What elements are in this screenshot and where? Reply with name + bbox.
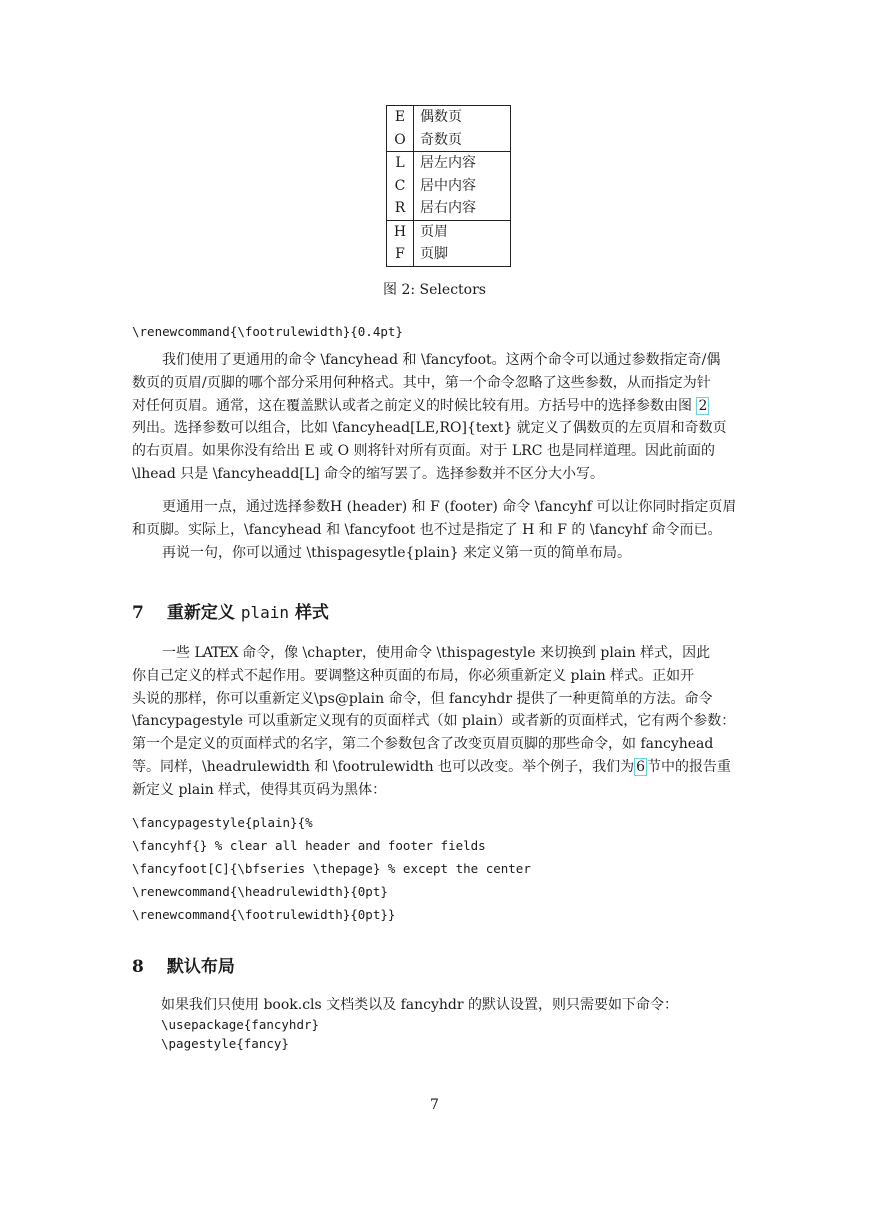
selector-label: 页眉 (414, 220, 511, 243)
text-line (132, 642, 748, 665)
selector-key: E (387, 106, 414, 129)
section-heading-8 (132, 952, 235, 977)
selector-label: 居左内容 (414, 152, 511, 175)
selector-key: H (387, 220, 414, 243)
selector-row-f (387, 243, 511, 266)
text-line: 再说一句，你可以通过 \thispagesytle{plain} 来定义第一页的简单布局。 (162, 545, 632, 561)
text-line: 和页脚。实际上，\fancyhead 和 \fancyfoot 也不过是指定了 H 和 F 的 \fancyhf 命令而已。 (132, 521, 722, 538)
figure-caption: 图 2: Selectors (383, 282, 486, 298)
selector-label: 偶数页 (420, 109, 462, 125)
text-line: \fancypagestyle 可以重新定义现有的页面样式（如 plain）或者新的页面样式，它有两个参数： (132, 713, 736, 730)
text-line: \lhead 只是 \fancyheadd[L] 命令的缩写罢了。选择参数并不区分大小写。 (132, 465, 604, 482)
selector-label: 居中内容 (420, 177, 476, 194)
text-line: 列出。选择参数可以组合，比如 \fancyhead[LE,RO]{text} 就定义了偶数页的左页眉和奇数页 (132, 420, 727, 437)
section-ref-link[interactable]: 6 (636, 758, 646, 775)
figure-ref-link[interactable]: 2 (698, 397, 708, 414)
paragraph-fancyhf (132, 496, 748, 542)
text-line: 我们使用了更通用的命令 \fancyhead 和 \fancyfoot。这两个命令可以通过参数指定奇/偶 (162, 352, 721, 368)
code-line: \fancyfoot[C]{\bfseries \thepage} % except the center (132, 861, 531, 876)
text-line: 头说的那样，你可以重新定义\ps@plain 命令，但 fancyhdr 提供了一种更简单的方法。命令 (132, 690, 713, 707)
selector-row-o (387, 129, 511, 152)
section-heading-7 (132, 598, 329, 623)
text-segment: 节中的报告重 (647, 758, 732, 775)
selector-key: R (387, 197, 414, 220)
code-block-usepackage (161, 1015, 319, 1053)
selector-key: C (387, 175, 414, 198)
selector-key: L (387, 152, 414, 175)
selector-row-e (387, 106, 511, 129)
section-title: 样式 (294, 603, 329, 623)
paragraph-default-layout (161, 996, 777, 1015)
section-number: 8 (132, 957, 144, 977)
selectors-table (386, 105, 511, 267)
text-segment: 一些 (162, 645, 190, 661)
latex-logo: LATEX (194, 645, 238, 661)
code-line: \pagestyle{fancy} (161, 1036, 289, 1051)
text-line (132, 395, 748, 418)
text-line (132, 756, 748, 779)
selector-label: 页脚 (420, 246, 448, 262)
code-line: \fancyhf{} % clear all header and footer fields (132, 838, 486, 853)
code-block-footrulewidth: \renewcommand{\footrulewidth}{0.4pt} (132, 324, 403, 339)
selector-row-c (387, 175, 511, 198)
text-line: 更通用一点，通过选择参数H (header) 和 F (footer) 命令 \fancyhf 可以让你同时指定页眉 (162, 499, 737, 515)
section-title-code: plain (240, 603, 290, 622)
selector-row-r (387, 197, 511, 220)
paragraph-fancypagestyle (132, 642, 748, 802)
section-title: 默认布局 (166, 957, 235, 977)
code-line: \renewcommand{\footrulewidth}{0pt}} (132, 907, 396, 922)
text-line: 的右页眉。如果你没有给出 E 或 O 则将针对所有页面。对于 LRC 也是同样道理。因此前面的 (132, 443, 715, 460)
text-segment: 命令，像 \chapter，使用命令 \thispagestyle 来切换到 plain 样式，因此 (242, 645, 711, 661)
paragraph-thispagestyle (132, 542, 748, 565)
text-line: 第一个是定义的页面样式的名字，第二个参数包含了改变页眉页脚的那些命令，如 fancyhead (132, 736, 714, 753)
code-block-fancypagestyle (132, 811, 531, 926)
page-number: 7 (430, 1097, 439, 1113)
text-segment: 等。同样，\headrulewidth 和 \footrulewidth 也可以改变。举个例子，我们为 (132, 758, 635, 775)
paragraph-fancyhead (132, 349, 748, 486)
text-line: 新定义 plain 样式，使得其页码为黑体： (132, 781, 387, 798)
code-line: \renewcommand{\headrulewidth}{0pt} (132, 884, 388, 899)
selector-label: 居右内容 (420, 200, 476, 216)
code-line: \fancypagestyle{plain}{% (132, 815, 313, 830)
section-number: 7 (132, 603, 144, 623)
text-line: 如果我们只使用 book.cls 文档类以及 fancyhdr 的默认设置，则只需要如下命令： (161, 997, 679, 1013)
code-line: \usepackage{fancyhdr} (161, 1017, 320, 1032)
section-title: 重新定义 (166, 603, 235, 623)
selector-key: F (387, 243, 414, 266)
selector-row-l (387, 152, 511, 175)
selector-key: O (387, 129, 414, 152)
selector-row-h (387, 220, 511, 243)
selector-label: 奇数页 (420, 131, 462, 148)
text-segment: 对任何页眉。通常，这在覆盖默认或者之前定义的时候比较有用。方括号中的选择参数由图 (132, 397, 692, 414)
text-line: 数页的页眉/页脚的哪个部分采用何种格式。其中，第一个命令忽略了这些参数，从而指定为针 (132, 374, 711, 391)
text-line: 你自己定义的样式不起作用。要调整这种页面的布局，你必须重新定义 plain 样式。正如开 (132, 667, 695, 684)
